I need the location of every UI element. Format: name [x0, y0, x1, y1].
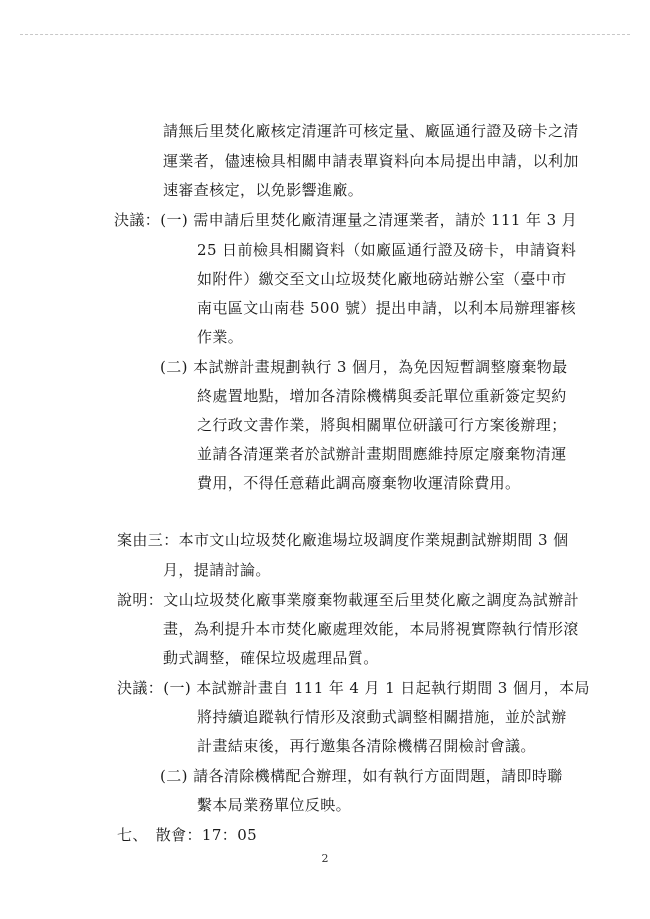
text-line: 月，提請討論。 — [163, 561, 271, 579]
text-line: 畫，為利提升本市焚化廠處理效能，本局將視實際執行情形滾 — [163, 620, 579, 638]
text-line: 費用，不得任意藉此調高廢棄物收運清除費用。 — [197, 474, 521, 492]
resolution-item-1: 決議：(一) 需申請后里焚化廠清運量之清運業者，請於 111 年 3 月 — [114, 211, 578, 229]
text-line: 速審查核定，以免影響進廠。 — [163, 181, 364, 199]
resolution-item-2: (二) 本試辦計畫規劃執行 3 個月，為免因短暫調整廢棄物最 — [160, 358, 568, 376]
text-line: 作業。 — [197, 328, 244, 346]
header-divider — [20, 34, 630, 35]
text-line: 運業者，儘速檢具相關申請表單資料向本局提出申請，以利加 — [163, 152, 579, 170]
text-line: 南屯區文山南巷 500 號）提出申請，以利本局辦理審核 — [197, 299, 576, 317]
text-line: 並請各清運業者於試辦計畫期間應維持原定廢棄物清運 — [197, 445, 567, 463]
resolution-item-2: (二) 請各清除機構配合辦理，如有執行方面問題，請即時聯 — [160, 767, 563, 785]
explanation: 說明：文山垃圾焚化廠事業廢棄物載運至后里焚化廠之調度為試辦計 — [117, 591, 580, 609]
text-line: 計畫結束後，再行邀集各清除機構召開檢討會議。 — [197, 737, 536, 755]
text-line: 繫本局業務單位反映。 — [197, 796, 352, 814]
text-line: 如附件）繳交至文山垃圾焚化廠地磅站辦公室（臺中市 — [197, 270, 567, 288]
text-line: 動式調整，確保垃圾處理品質。 — [163, 649, 379, 667]
text-line: 請無后里焚化廠核定清運許可核定量、廠區通行證及磅卡之清 — [163, 122, 579, 140]
text-line: 25 日前檢具相關資料（如廠區通行證及磅卡，申請資料 — [197, 241, 577, 259]
resolution-item-1: 決議：(一) 本試辦計畫自 111 年 4 月 1 日起執行期間 3 個月，本局 — [117, 679, 590, 697]
text-line: 將持續追蹤執行情形及滾動式調整相關措施，並於試辦 — [197, 708, 567, 726]
page-number: 2 — [321, 852, 329, 865]
adjournment: 七、 散會：17：05 — [117, 826, 258, 844]
text-line: 終處置地點，增加各清除機構與委託單位重新簽定契約 — [197, 387, 567, 405]
case-3-heading: 案由三：本市文山垃圾焚化廠進場垃圾調度作業規劃試辦期間 3 個 — [117, 531, 569, 549]
text-line: 之行政文書作業，將與相關單位研議可行方案後辦理； — [197, 416, 567, 434]
